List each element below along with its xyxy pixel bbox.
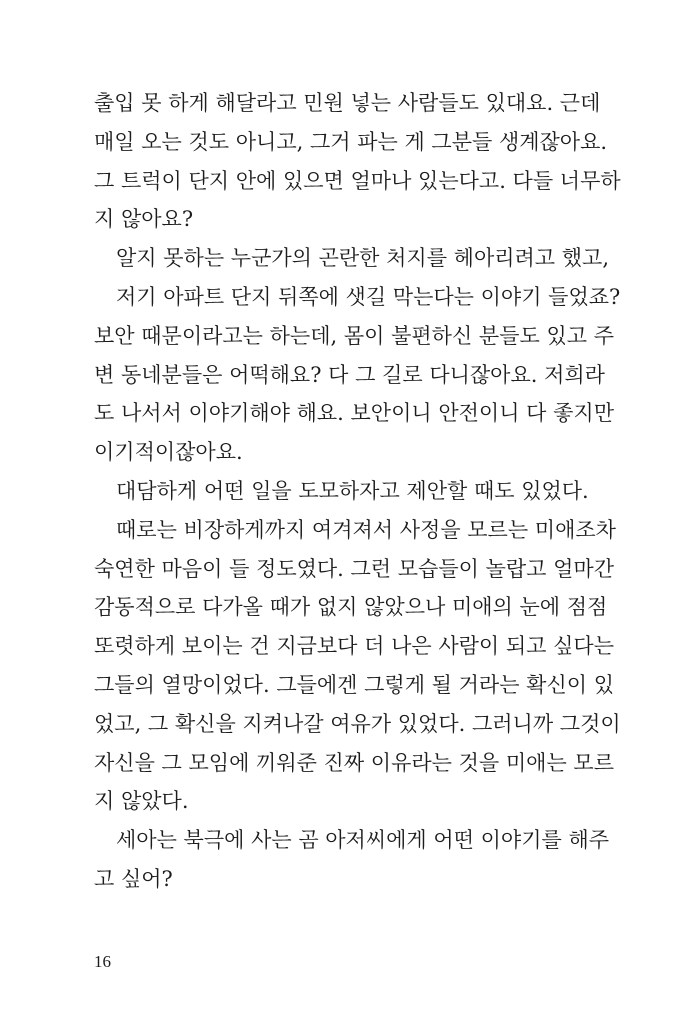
page-number: 16 (94, 952, 111, 971)
text-line: 변 동네분들은 어떡해요? 다 그 길로 다니잖아요. 저희라 (94, 362, 605, 387)
text-line: 숙연한 마음이 들 정도였다. 그런 모습들이 놀랍고 얼마간 (94, 556, 614, 581)
text-line: 자신을 그 모임에 끼워준 진짜 이유라는 것을 미애는 모르 (94, 750, 614, 775)
text-line: 지 않았다. (94, 789, 189, 814)
text-line: 었고, 그 확신을 지켜나갈 여유가 있었다. 그러니까 그것이 (94, 711, 621, 736)
text-line: 매일 오는 것도 아니고, 그거 파는 게 그분들 생계잖아요. (94, 129, 608, 154)
text-line: 알지 못하는 누군가의 곤란한 처지를 헤아리려고 했고, (116, 246, 610, 271)
text-line: 그들의 열망이었다. 그들에겐 그렇게 될 거라는 확신이 있 (94, 672, 614, 697)
text-line: 때로는 비장하게까지 여겨져서 사정을 모르는 미애조차 (116, 517, 616, 542)
text-line: 저기 아파트 단지 뒤쪽에 샛길 막는다는 이야기 들었죠? (116, 284, 621, 309)
text-line: 또렷하게 보이는 건 지금보다 더 나은 사람이 되고 싶다는 (94, 634, 614, 659)
text-line: 세아는 북극에 사는 곰 아저씨에게 어떤 이야기를 해주 (116, 828, 610, 853)
text-line: 도 나서서 이야기해야 해요. 보안이니 안전이니 다 좋지만 (94, 401, 614, 426)
text-line: 감동적으로 다가올 때가 없지 않았으나 미애의 눈에 점점 (94, 595, 608, 620)
text-line: 대담하게 어떤 일을 도모하자고 제안할 때도 있었다. (116, 478, 589, 503)
text-line: 지 않아요? (94, 207, 194, 232)
body-text (94, 84, 621, 899)
text-line: 출입 못 하게 해달라고 민원 넣는 사람들도 있대요. 근데 (94, 91, 601, 115)
text-line: 보안 때문이라고는 하는데, 몸이 불편하신 분들도 있고 주 (94, 323, 614, 348)
text-line: 이기적이잖아요. (94, 440, 243, 465)
text-line: 고 싶어? (94, 866, 173, 891)
text-line: 그 트럭이 단지 안에 있으면 얼마나 있는다고. 다들 너무하 (94, 168, 621, 193)
